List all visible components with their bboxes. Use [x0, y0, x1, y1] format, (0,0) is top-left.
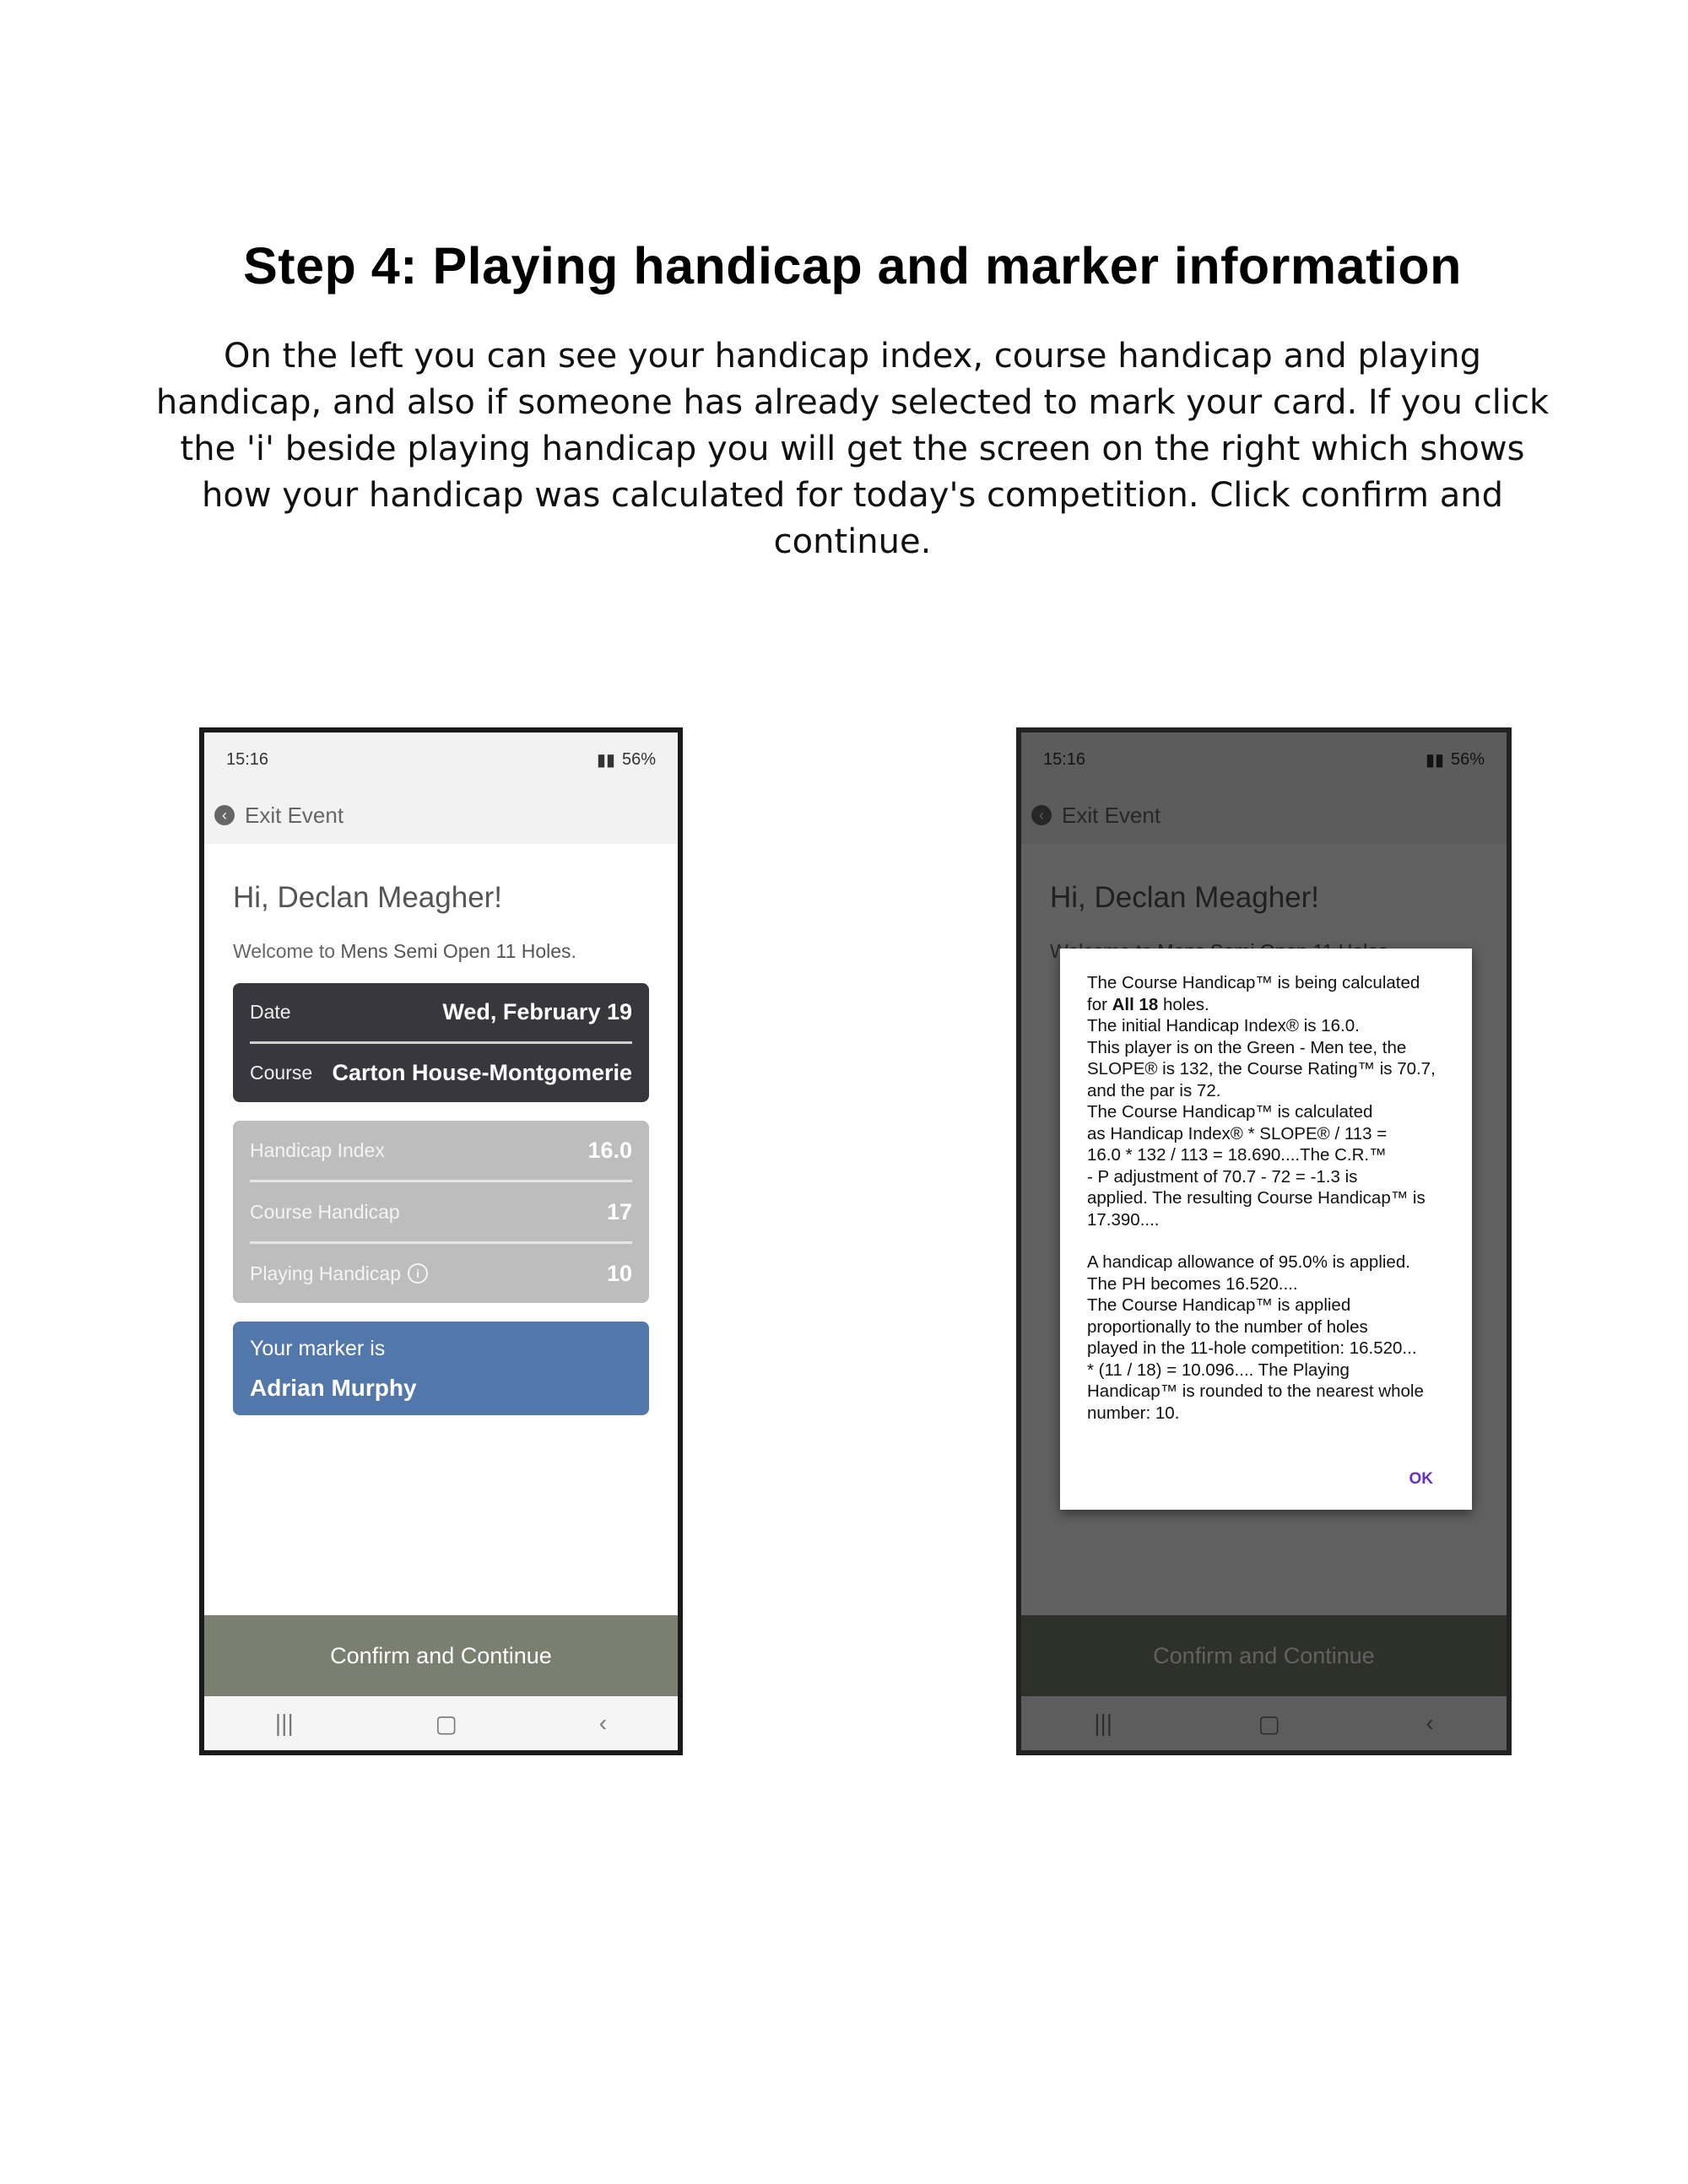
handicap-index-label: Handicap Index	[250, 1138, 385, 1161]
event-details-card	[233, 983, 649, 1102]
welcome-text: Welcome to Mens Semi Open 11 Holes.	[233, 940, 576, 962]
dialog-line: as Handicap Index® * SLOPE® / 113 =	[1087, 1123, 1388, 1143]
playing-handicap-value: 10	[606, 1260, 632, 1286]
date-value: Wed, February 19	[442, 999, 632, 1024]
dialog-line: - P adjustment of 70.7 - 72 = -1.3 is	[1087, 1166, 1358, 1187]
dialog-line: The Course Handicap™ is calculated	[1087, 1102, 1373, 1122]
back-icon[interactable]: ‹	[598, 1710, 608, 1736]
signal-icon: ▮▮	[596, 750, 615, 770]
dialog-line: The initial Handicap Index® is 16.0.	[1087, 1016, 1360, 1035]
dialog-line: * (11 / 18) = 10.096.... The Playing	[1087, 1360, 1350, 1380]
page-title: Step 4: Playing handicap and marker information	[243, 237, 1462, 295]
status-time: 15:16	[226, 749, 269, 769]
info-icon[interactable]: i	[408, 1263, 428, 1284]
dialog-line: applied. The resulting Course Handicap™ is	[1087, 1188, 1426, 1208]
android-nav-bar	[204, 1696, 678, 1750]
dialog-line: 16.0 * 132 / 113 = 18.690....The C.R.™	[1087, 1145, 1387, 1165]
page-description: On the left you can see your handicap index, course handicap and playing handicap, and also if someone has already selected to mark your card. If you click the 'i' beside playing handicap you will get the screen on the right which shows how your handicap was calculated for today's competition. Click confirm and continue.	[155, 337, 1550, 561]
status-bar	[204, 733, 678, 787]
playing-handicap-label: Playing Handicap	[250, 1262, 402, 1284]
battery-level: 56%	[621, 749, 656, 769]
handicap-index-value: 16.0	[587, 1137, 632, 1163]
course-handicap-label: Course Handicap	[250, 1200, 400, 1223]
event-name: Mens Semi Open 11 Holes.	[340, 940, 576, 962]
dialog-line: and the par is 72.	[1087, 1080, 1221, 1100]
date-row	[250, 983, 632, 1041]
confirm-continue-button[interactable]: Confirm and Continue	[204, 1615, 678, 1696]
course-value: Carton House-Montgomerie	[332, 1060, 632, 1085]
marker-name: Adrian Murphy	[250, 1375, 417, 1401]
handicap-calculation-dialog	[1060, 949, 1472, 1510]
course-row	[250, 1041, 632, 1102]
course-handicap-value: 17	[606, 1198, 632, 1224]
dialog-line: The PH becomes 16.520....	[1087, 1273, 1298, 1294]
back-arrow-icon: ‹	[214, 805, 235, 825]
handicap-card	[233, 1121, 649, 1303]
exit-event-link[interactable]	[204, 787, 678, 844]
handicap-index-row	[250, 1121, 632, 1180]
dialog-line: Handicap™ is rounded to the nearest whole	[1087, 1381, 1424, 1401]
dialog-line: A handicap allowance of 95.0% is applied.	[1087, 1252, 1410, 1272]
date-label: Date	[250, 1001, 291, 1023]
dialog-line: The Course Handicap™ is applied	[1087, 1295, 1351, 1315]
marker-label: Your marker is	[250, 1337, 386, 1360]
dialog-line: This player is on the Green - Men tee, the	[1087, 1037, 1407, 1057]
dialog-line: proportionally to the number of holes	[1087, 1316, 1368, 1337]
dialog-line: The Course Handicap™ is being calculated for All 18 holes.	[1087, 973, 1420, 1014]
ok-button[interactable]: OK	[1409, 1469, 1433, 1488]
marker-card	[233, 1322, 649, 1415]
dialog-line: SLOPE® is 132, the Course Rating™ is 70.7,	[1087, 1059, 1436, 1078]
dialog-line: number: 10.	[1087, 1403, 1180, 1423]
home-icon[interactable]: ▢	[435, 1710, 457, 1737]
dialog-line: 17.390....	[1087, 1209, 1160, 1230]
phone-screenshot-left	[199, 727, 683, 1755]
dialog-line: played in the 11-hole competition: 16.520...	[1087, 1338, 1417, 1358]
phone-screenshot-right	[1016, 727, 1512, 1755]
course-handicap-row	[250, 1180, 632, 1241]
playing-handicap-row	[250, 1241, 632, 1303]
greeting: Hi, Declan Meagher!	[233, 881, 503, 914]
exit-event-label: Exit Event	[245, 802, 344, 828]
recent-apps-icon[interactable]: |||	[274, 1710, 294, 1736]
course-label: Course	[250, 1062, 313, 1084]
